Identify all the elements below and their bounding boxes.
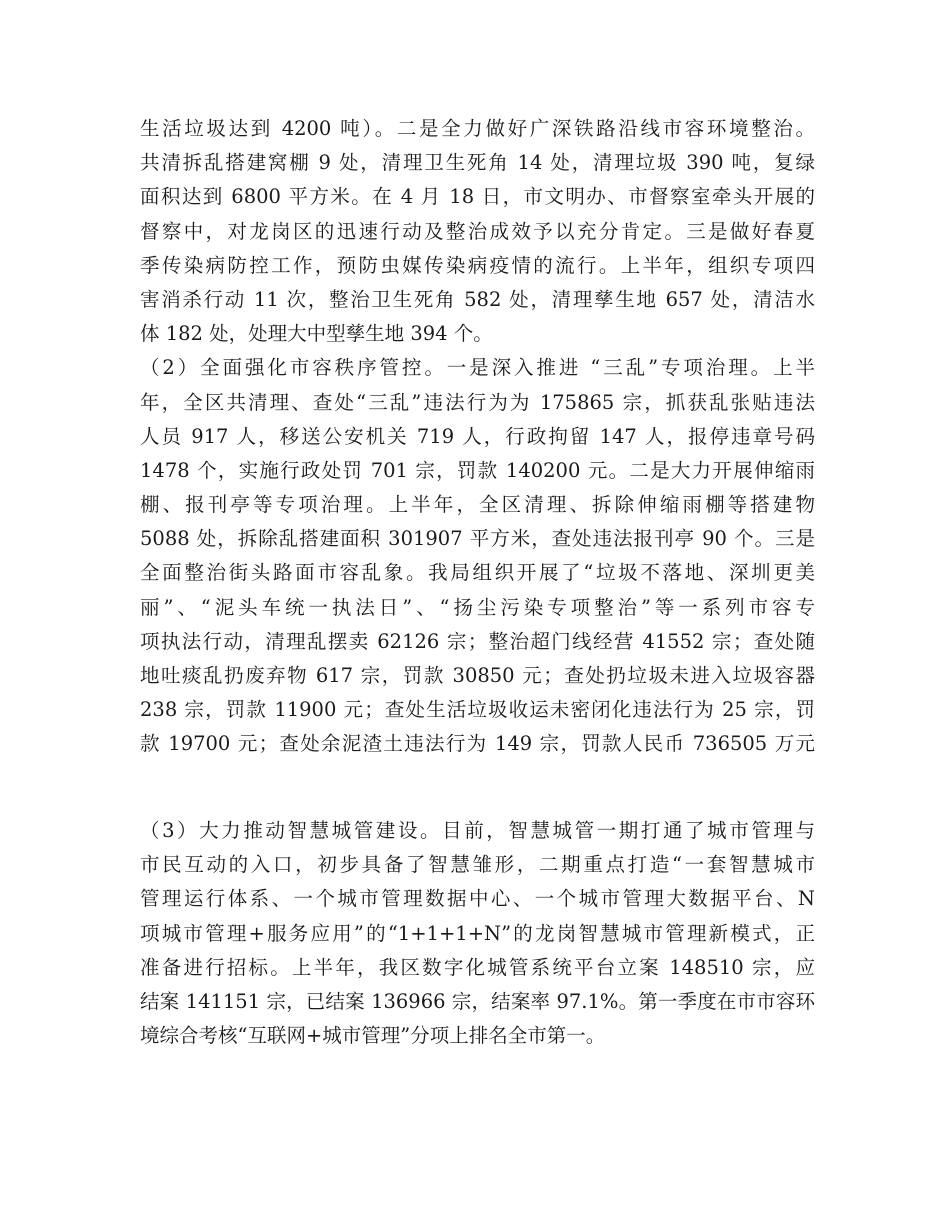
- text-line: 地吐痰乱扔废弃物 617 宗，罚款 30850 元；查处扔垃圾未进入垃圾容器: [140, 664, 815, 687]
- text-line: （3）大力推动智慧城管建设。目前，智慧城管一期打通了城市管理与: [140, 819, 815, 842]
- text-line: 生活垃圾达到 4200 吨）。二是全力做好广深铁路沿线市容环境整治。: [140, 117, 815, 140]
- paragraph-city-order: [140, 351, 815, 761]
- text-line: 督察中，对龙岗区的迅速行动及整治成效予以充分肯定。三是做好春夏: [140, 219, 815, 243]
- paragraph-smart-city: [140, 814, 815, 1053]
- text-line: 人员 917 人，移送公安机关 719 人，行政拘留 147 人，报停违章号码: [140, 424, 815, 448]
- text-line: 季传染病防控工作，预防虫媒传染病疫情的流行。上半年，组织专项四: [140, 253, 815, 277]
- text-line: 体 182 处，处理大中型孳生地 394 个。: [140, 322, 493, 346]
- text-line: 5088 处，拆除乱搭建面积 301907 平方米，查处违法报刊亭 90 个。三是: [140, 527, 815, 551]
- text-block-bottom: [140, 814, 815, 1053]
- text-line: 面积达到 6800 平方米。在 4 月 18 日，市文明办、市督察室牵头开展的: [140, 185, 815, 209]
- text-line: 共清拆乱搭建窝棚 9 处，清理卫生死角 14 处，清理垃圾 390 吨，复绿: [140, 151, 815, 175]
- text-block-top: [140, 112, 815, 762]
- text-line: 结案 141151 宗，已结案 136966 宗，结案率 97.1%。第一季度在市市容环: [140, 989, 815, 1013]
- text-line: 市民互动的入口，初步具备了智慧雏形，二期重点打造“一套智慧城市: [140, 853, 815, 877]
- text-line: 准备进行招标。上半年，我区数字化城管系统平台立案 148510 宗，应: [140, 955, 815, 979]
- paragraph-environment: [140, 112, 815, 351]
- text-line: 项城市管理+服务应用”的“1+1+1+N”的龙岗智慧城市管理新模式，正: [140, 921, 815, 945]
- text-line: （2）全面强化市容秩序管控。一是深入推进 “三乱”专项治理。上半: [140, 356, 815, 380]
- text-line: 境综合考核“互联网+城市管理”分项上排名全市第一。: [140, 1024, 606, 1048]
- text-line: 项执法行动，清理乱摆卖 62126 宗；整治超门线经营 41552 宗；查处随: [140, 629, 815, 653]
- text-line: 害消杀行动 11 次，整治卫生死角 582 处，清理孳生地 657 处，清洁水: [140, 287, 815, 311]
- text-line: 丽”、“泥头车统一执法日”、“扬尘污染专项整治”等一系列市容专: [140, 595, 815, 619]
- text-line: 年，全区共清理、查处“三乱”违法行为为 175865 宗，抓获乱张贴违法: [140, 390, 815, 414]
- text-line: 棚、报刊亭等专项治理。上半年，全区清理、拆除伸缩雨棚等搭建物: [140, 493, 815, 517]
- text-line: 款 19700 元；查处余泥渣土违法行为 149 宗，罚款人民币 736505 万元: [140, 732, 815, 756]
- text-line: 238 宗，罚款 11900 元；查处生活垃圾收运未密闭化违法行为 25 宗，罚: [140, 698, 815, 722]
- text-line: 全面整治街头路面市容乱象。我局组织开展了“垃圾不落地、深圳更美: [140, 561, 815, 585]
- text-line: 1478 个，实施行政处罚 701 宗，罚款 140200 元。二是大力开展伸缩雨: [140, 458, 815, 482]
- text-line: 管理运行体系、一个城市管理数据中心、一个城市管理大数据平台、N: [140, 887, 815, 911]
